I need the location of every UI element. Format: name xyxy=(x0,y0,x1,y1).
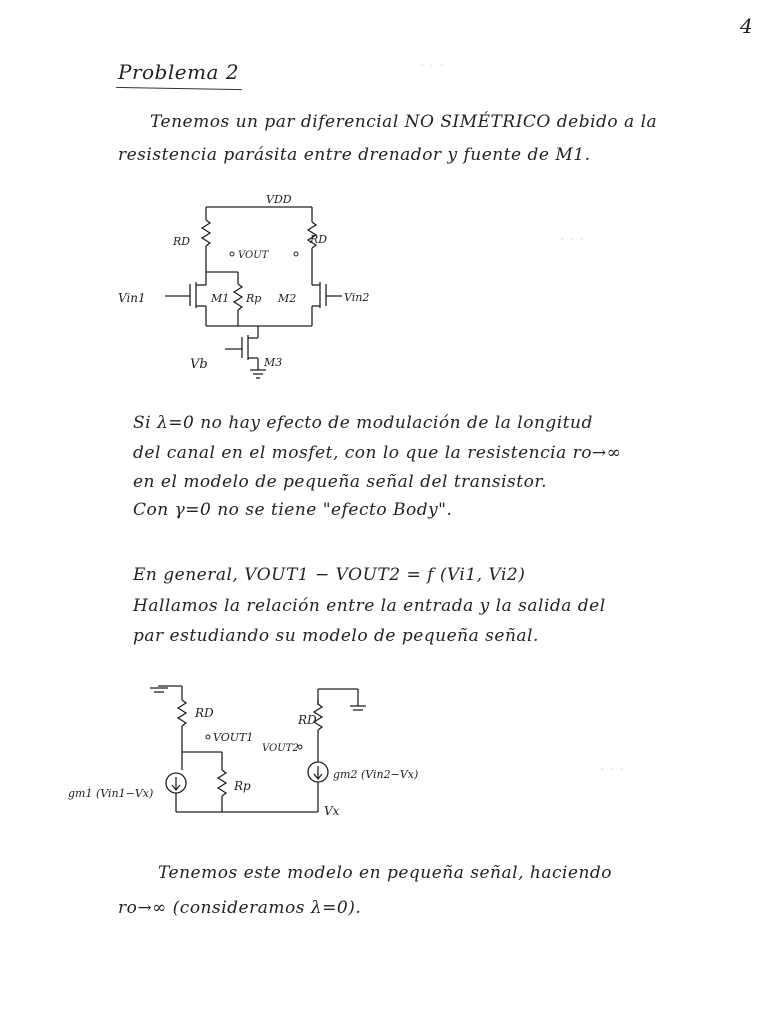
bleed-through-text: · · · xyxy=(600,760,624,778)
closing-line-2: ro→∞ (consideramos λ=0). xyxy=(118,898,362,918)
m3-label: M3 xyxy=(264,356,283,369)
rp-label: Rp xyxy=(234,779,251,793)
rd-right-label: RD xyxy=(310,233,328,246)
rd-left-resistor xyxy=(178,700,186,726)
vx-label: Vx xyxy=(324,804,340,818)
vin2-label: Vin2 xyxy=(344,291,370,304)
vout2-label: VOUT2 xyxy=(262,743,299,754)
lambda-line-1: Si λ=0 no hay efecto de modulación de la longitud xyxy=(133,413,593,433)
rd-right-label: RD xyxy=(298,713,317,727)
vout-label: VOUT xyxy=(238,250,269,261)
lambda-line-4: Con γ=0 no se tiene "efecto Body". xyxy=(133,500,453,520)
gm1-label: gm1 (Vin1−Vx) xyxy=(68,787,154,800)
page-number: 4 xyxy=(740,14,753,38)
lambda-line-3: en el modelo de pequeña señal del transistor. xyxy=(133,472,548,492)
general-line-1: En general, VOUT1 − VOUT2 = f (Vi1, Vi2) xyxy=(133,565,526,585)
vout1-node xyxy=(206,735,210,739)
vin1-label: Vin1 xyxy=(118,291,146,305)
m1-label: M1 xyxy=(211,292,230,305)
problem-title: Problema 2 xyxy=(118,60,240,84)
closing-line-1: Tenemos este modelo en pequeña señal, haciendo xyxy=(158,863,613,883)
vdd-label: VDD xyxy=(266,193,292,206)
rd-left-label: RD xyxy=(173,235,191,248)
rp-label: Rp xyxy=(246,292,262,305)
rd-left-label: RD xyxy=(195,706,214,720)
general-line-3: par estudiando su modelo de pequeña señal. xyxy=(133,626,539,646)
rp-resistor xyxy=(218,770,226,796)
vb-label: Vb xyxy=(190,357,208,372)
vout1-label: VOUT1 xyxy=(213,731,254,744)
bleed-through-text: · · · xyxy=(560,230,584,248)
bleed-through-text: · · · xyxy=(420,56,444,74)
general-line-2: Hallamos la relación entre la entrada y la salida del xyxy=(133,596,606,616)
intro-line-1: Tenemos un par diferencial NO SIMÉTRICO debido a la xyxy=(150,112,658,132)
gm2-label: gm2 (Vin2−Vx) xyxy=(333,768,419,781)
intro-line-2: resistencia parásita entre drenador y fuente de M1. xyxy=(118,145,591,165)
m2-label: M2 xyxy=(278,292,297,305)
lambda-line-2: del canal en el mosfet, con lo que la resistencia ro→∞ xyxy=(133,443,622,463)
